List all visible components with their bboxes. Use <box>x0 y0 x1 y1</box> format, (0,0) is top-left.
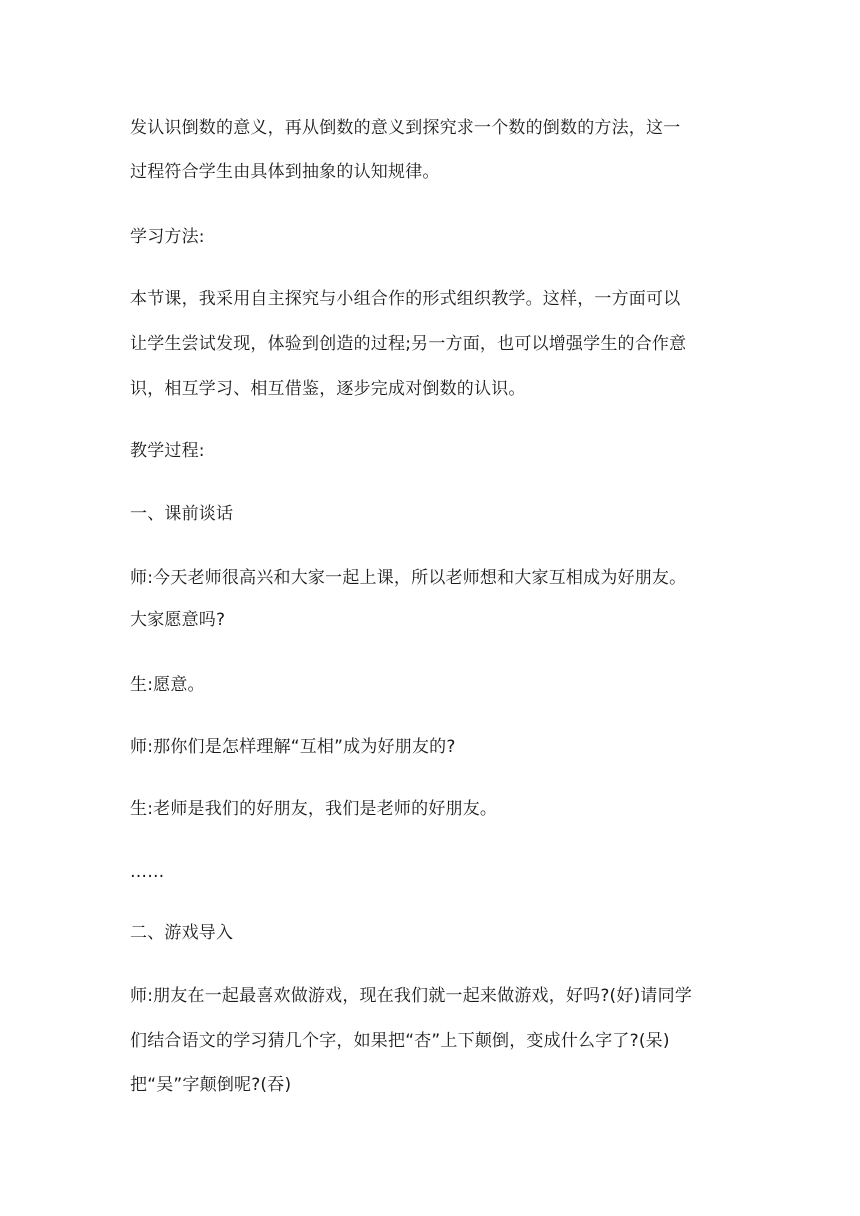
learning-method-line-1: 本节课，我采用自主探究与小组合作的形式组织教学。这样，一方面可以 <box>130 289 681 309</box>
intro-line-2: 过程符合学生由具体到抽象的认知规律。 <box>130 162 440 182</box>
teaching-process-heading: 教学过程: <box>130 441 205 461</box>
intro-line-1: 发认识倒数的意义，再从倒数的意义到探究求一个数的倒数的方法，这一 <box>130 118 681 138</box>
teacher-line-1b: 大家愿意吗? <box>130 610 226 630</box>
section-two-heading: 二、游戏导入 <box>130 923 234 943</box>
teacher-line-2: 师:那你们是怎样理解“互相”成为好朋友的? <box>130 737 456 757</box>
student-line-2: 生:老师是我们的好朋友，我们是老师的好朋友。 <box>130 799 498 819</box>
teacher-line-3b: 们结合语文的学习猜几个字，如果把“杏”上下颠倒，变成什么字了?(呆) <box>130 1031 670 1051</box>
learning-method-line-3: 识，相互学习、相互借鉴，逐步完成对倒数的认识。 <box>130 379 526 399</box>
student-line-1: 生:愿意。 <box>130 675 205 695</box>
learning-method-line-2: 让学生尝试发现，体验到创造的过程;另一方面，也可以增强学生的合作意 <box>130 334 687 354</box>
teacher-line-1a: 师:今天老师很高兴和大家一起上课，所以老师想和大家互相成为好朋友。 <box>130 568 687 588</box>
learning-method-heading: 学习方法: <box>130 227 205 247</box>
teacher-line-3c: 把“吴”字颠倒呢?(吞) <box>130 1075 292 1095</box>
section-one-heading: 一、课前谈话 <box>130 504 234 524</box>
ellipsis-text: …… <box>130 862 165 882</box>
teacher-line-3a: 师:朋友在一起最喜欢做游戏，现在我们就一起来做游戏，好吗?(好)请同学 <box>130 986 693 1006</box>
